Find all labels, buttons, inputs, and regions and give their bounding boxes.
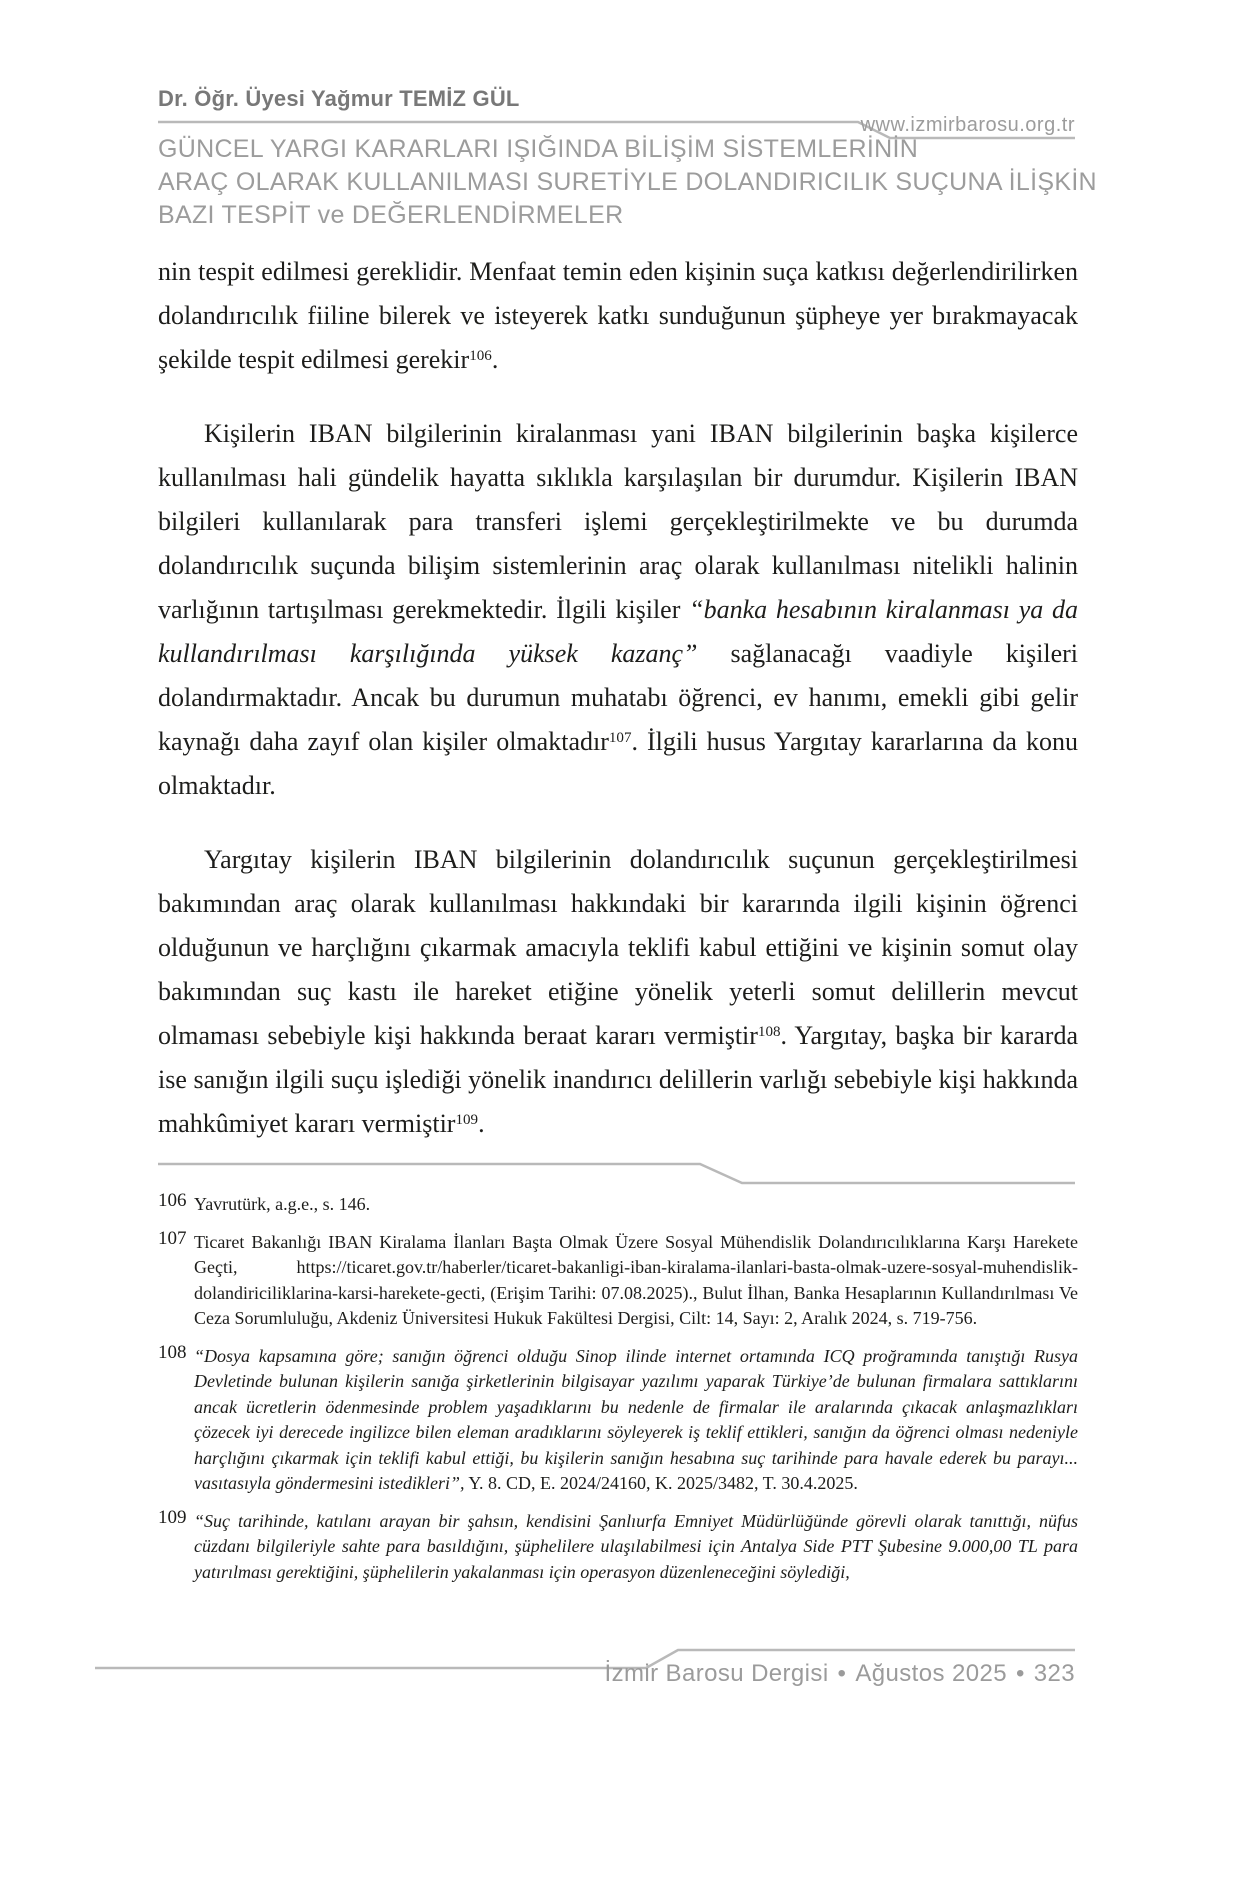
footnote-reference: 107 — [608, 729, 632, 746]
footnote-number: 107 — [158, 1227, 187, 1249]
page-number: 323 — [1033, 1660, 1075, 1687]
footnote-number: 109 — [158, 1506, 187, 1528]
text-run: . — [478, 1109, 485, 1138]
text-run: “Dosya kapsamına göre; sanığın öğrenci olduğu Sinop ilinde internet ortamında ICQ proğramında tanıştığı Rusya Devletinde bulunan kişilerin sanığa şirketlerinin bilgisayar yazılımı yaparak Türkiye’de bulunan firmalara sattıklarını ancak ücretlerin ödenmesinde problem yaşadıklarını bu nedenle de firmalar ile aralarında çıkacak anlaşmazlıkları çözecek iyi derecede ingilizce bilen eleman aradıklarını söyleyerek iş teklif ettikleri, sanığın da öğrenci olması nedeniyle harçlığını çıkarmak için teklifi kabul ettiği, bu kişilerin sanığın hesabına suç tarihinde para havale ederek bu parayı... vasıtasıyla göndermesini istedikleri”, — [194, 1345, 1078, 1493]
article-title-line-2: ARAÇ OLARAK KULLANILMASI SURETİYLE DOLANDIRICILIK SUÇUNA İLİŞKİN — [158, 168, 1097, 196]
text-run: . Yargıtay, başka bir kararda ise sanığın ilgili suçu işlediği yönelik inandırıcı delillerin varlığı sebebiyle kişi hakkında mahkûmiyet kararı vermiştir — [158, 1021, 1078, 1138]
footer-bullet-icon: • — [1015, 1660, 1025, 1687]
text-run: nin tespit edilmesi gereklidir. Menfaat temin eden kişinin suça katkısı değerlendirilirken dolandırıcılık fiiline bilerek ve isteyerek katkı sunduğunun şüpheye yer bırakmayacak şekilde tespit edilmesi gerekir — [158, 257, 1078, 374]
footnote-item — [158, 1192, 1078, 1218]
text-run: Yargıtay kişilerin IBAN bilgilerinin dolandırıcılık suçunun gerçekleştirilmesi bakımından araç olarak kullanılması hakkındaki bir kararında ilgili kişinin öğrenci olduğunun ve harçlığını çıkarmak amacıyla teklifi kabul ettiğini ve kişinin somut olay bakımından suç kastı ile hareket etiğine yönelik yeterli somut delillerin mevcut olmaması sebebiyle kişi hakkında beraat kararı vermiştir — [158, 845, 1078, 1050]
text-run: . — [491, 345, 499, 374]
article-title — [158, 133, 1097, 232]
article-title-line-1: GÜNCEL YARGI KARARLARI IŞIĞINDA BİLİŞİM SİSTEMLERİNİN — [158, 135, 919, 163]
footnote-reference: 108 — [757, 1023, 781, 1040]
page-footer — [605, 1660, 1076, 1688]
footnote-reference: 106 — [469, 347, 492, 364]
text-run: Yavrutürk, a.g.e., s. 146. — [194, 1194, 371, 1214]
issue-date: Ağustos 2025 — [855, 1660, 1007, 1687]
website-url: www.izmirbarosu.org.tr — [860, 114, 1075, 136]
article-body — [158, 250, 1078, 1155]
body-paragraph — [158, 412, 1078, 808]
body-paragraph — [158, 250, 1078, 382]
footnote-item — [158, 1341, 1078, 1497]
text-run: Y. 8. CD, E. 2024/24160, K. 2025/3482, T. 30.4.2025. — [464, 1473, 858, 1493]
journal-name: İzmir Barosu Dergisi — [604, 1660, 829, 1687]
footnote-reference: 109 — [455, 1111, 479, 1128]
text-run: . İlgili husus Yargıtay kararlarına da konu olmaktadır. — [158, 727, 1078, 800]
footnote-item — [158, 1506, 1078, 1586]
footnote-number: 108 — [158, 1341, 187, 1363]
text-run: “banka hesabının kiralanması ya da kullandırılması karşılığında yüksek kazanç” — [158, 595, 1078, 668]
text-run: Ticaret Bakanlığı IBAN Kiralama İlanları Başta Olmak Üzere Sosyal Mühendislik Dolandırıcılıklarına Karşı Harekete Geçti, https://ticaret.gov.tr/haberler/ticaret-bakanligi-iban-kiralama-ilanlari-basta-olmak-uzere-sosyal-muhendislik-dolandiriciliklarina-karsi-harekete-gecti, (Erişim Tarihi: 07.08.2025)., Bulut İlhan, Banka Hesaplarının Kullandırılması Ve Ceza Sorumluluğu, Akdeniz Üniversitesi Hukuk Fakültesi Dergisi, Cilt: 14, Sayı: 2, Aralık 2024, s. 719-756. — [194, 1231, 1078, 1328]
footnotes-section — [158, 1192, 1078, 1644]
text-run: “Suç tarihinde, katılanı arayan bir şahsın, kendisini Şanlıurfa Emniyet Müdürlüğünde görevli olarak tanıttığı, nüfus cüzdanı bilgileriyle sahte para basıldığını, şüphelilere ulaşılabilmesi için Antalya Side PTT Şubesine 9.000,00 TL para yatırılması gerektiğini, şüphelilerin yakalanması için operasyon düzenleneceğini söylediği, — [194, 1510, 1078, 1582]
article-title-line-3: BAZI TESPİT ve DEĞERLENDİRMELER — [158, 201, 624, 229]
body-paragraph — [158, 838, 1078, 1146]
footnote-number: 106 — [158, 1192, 187, 1211]
footnote-separator-rule — [0, 1160, 1260, 1188]
footnote-item — [158, 1227, 1078, 1332]
text-run: Kişilerin IBAN bilgilerinin kiralanması yani IBAN bilgilerinin başka kişilerce kullanılması hali gündelik hayatta sıklıkla karşılaşılan bir durumdur. Kişilerin IBAN bilgileri kullanılarak para transferi işlemi gerçekleştirilmekte ve bu durumda dolandırıcılık suçunda bilişim sistemlerinin araç olarak kullanılması nitelikli halinin varlığının tartışılması gerekmektedir. İlgili kişiler — [158, 419, 1078, 624]
text-run: sağlanacağı vaadiyle kişileri dolandırmaktadır. Ancak bu durumun muhatabı öğrenci, ev hanımı, emekli gibi gelir kaynağı daha zayıf olan kişiler olmaktadır — [158, 639, 1078, 756]
footer-bullet-icon: • — [837, 1660, 847, 1687]
author-name: Dr. Öğr. Üyesi Yağmur TEMİZ GÜL — [158, 86, 520, 111]
